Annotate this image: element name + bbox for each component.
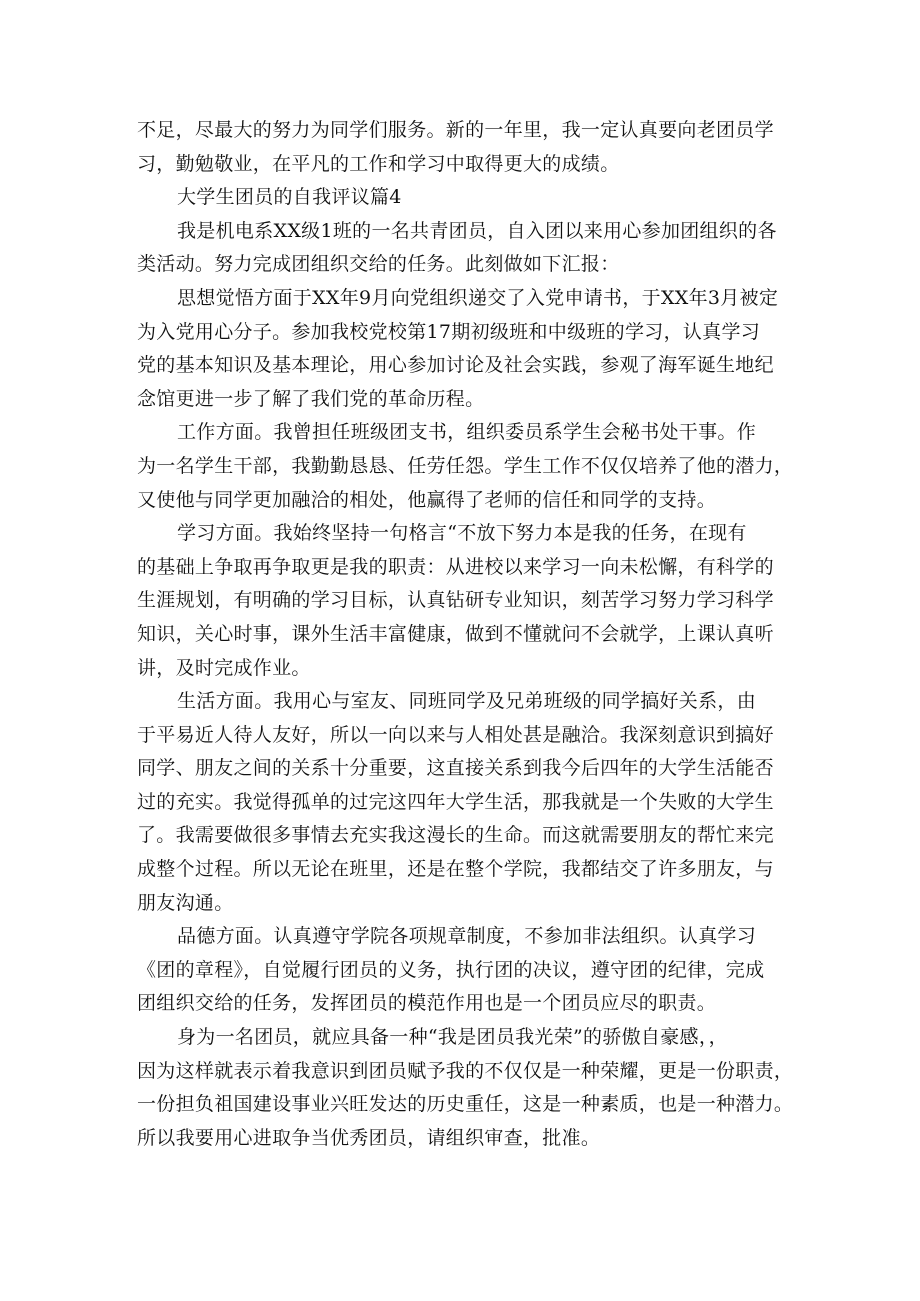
text-line: 生涯规划，有明确的学习目标，认真钻研专业知识，刻苦学习努力学习科学 [137, 589, 774, 612]
text-line: 又使他与同学更加融洽的相处，他赢得了老师的信任和同学的支持。 [137, 488, 717, 511]
document-body [137, 114, 813, 1155]
text-line: 《团的章程》，自觉履行团员的义务，执行团的决议，遵守团的纪律，完成 [137, 958, 765, 981]
text-line: 过的充实。我觉得孤单的过完这四年大学生活，那我就是一个失败的大学生 [137, 790, 774, 813]
text-line: 朋友沟通。 [137, 891, 234, 914]
text-line: 我是机电系XX级1班的一名共青团员，自入团以来用心参加团组织的各 [177, 219, 777, 242]
text-line: 党的基本知识及基本理论，用心参加讨论及社会实践，参观了海军诞生地纪 [137, 354, 774, 377]
text-line: 为入党用心分子。参加我校党校第17期初级班和中级班的学习，认真学习 [137, 320, 761, 343]
text-line: 一份担负祖国建设事业兴旺发达的历史重任，这是一种素质，也是一种潜力。 [137, 1093, 794, 1116]
text-line: 品德方面。认真遵守学院各项规章制度，不参加非法组织。认真学习 [177, 925, 757, 948]
text-line: 的基础上争取再争取更是我的职责：从进校以来学习一向未松懈，有科学的 [137, 555, 774, 578]
text-line: 所以我要用心进取争当优秀团员，请组织审查，批准。 [137, 1126, 601, 1149]
section-heading: 大学生团员的自我评议篇4 [177, 186, 402, 209]
text-line: 成整个过程。所以无论在班里，还是在整个学院，我都结交了许多朋友，与 [137, 858, 774, 881]
text-line: 了。我需要做很多事情去充实我这漫长的生命。而这就需要朋友的帮忙来完 [137, 824, 774, 847]
text-line: 习，勤勉敬业，在平凡的工作和学习中取得更大的成绩。 [137, 152, 620, 175]
text-line: 同学、朋友之间的关系十分重要，这直接关系到我今后四年的大学生活能否 [137, 757, 774, 780]
text-line: 团组织交给的任务，发挥团员的模范作用也是一个团员应尽的职责。 [137, 992, 717, 1015]
text-line: 念馆更进一步了解了我们党的革命历程。 [137, 387, 485, 410]
text-line: 学习方面。我始终坚持一句格言“不放下努力本是我的任务，在现有 [177, 522, 747, 545]
text-line: 类活动。努力完成团组织交给的任务。此刻做如下汇报： [137, 253, 620, 276]
text-line: 讲，及时完成作业。 [137, 656, 311, 679]
text-line: 于平易近人待人友好，所以一向以来与人相处甚是融洽。我深刻意识到搞好 [137, 723, 774, 746]
text-line: 不足，尽最大的努力为同学们服务。新的一年里，我一定认真要向老团员学 [137, 119, 774, 141]
text-line: 知识，关心时事，课外生活丰富健康，做到不懂就问不会就学，上课认真听 [137, 622, 774, 645]
text-line: 因为这样就表示着我意识到团员赋予我的不仅仅是一种荣耀，更是一份职责， [137, 1059, 794, 1082]
text-line: 为一名学生干部，我勤勤恳恳、任劳任怨。学生工作不仅仅培养了他的潜力， [137, 454, 794, 477]
text-line: 身为一名团员，就应具备一种“我是团员我光荣”的骄傲自豪感，， [177, 1026, 728, 1049]
text-line: 工作方面。我曾担任班级团支书，组织委员系学生会秘书处干事。作 [177, 421, 757, 444]
text-line: 思想觉悟方面于XX年9月向党组织递交了入党申请书，于XX年3月被定 [177, 286, 779, 309]
text-line: 生活方面。我用心与室友、同班同学及兄弟班级的同学搞好关系，由 [177, 690, 757, 713]
